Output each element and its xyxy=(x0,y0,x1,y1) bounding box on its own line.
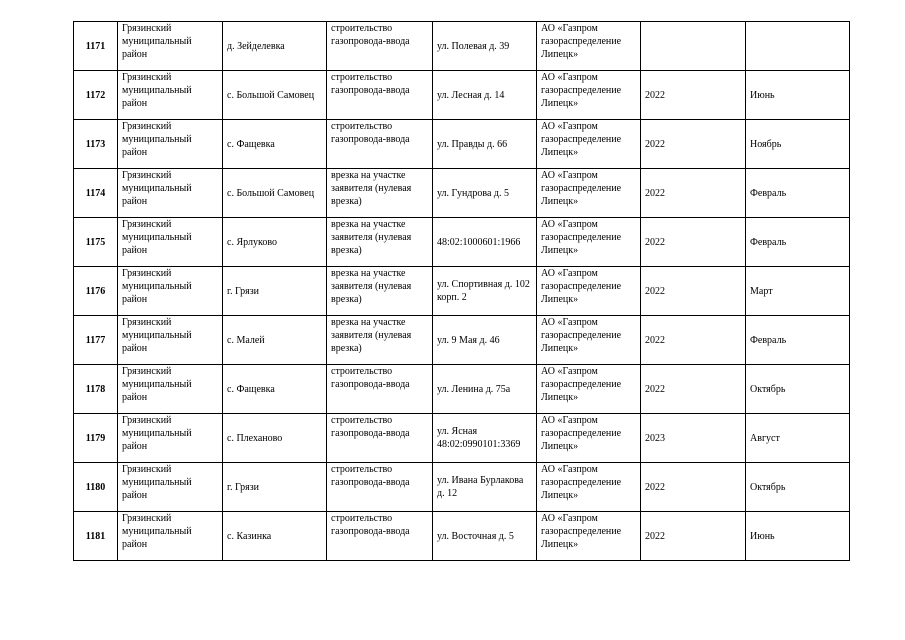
district-cell: Грязинский муниципальный район xyxy=(118,71,223,120)
month-cell: Март xyxy=(746,267,850,316)
address-cell: ул. Гундрова д. 5 xyxy=(433,169,537,218)
work-type-cell: врезка на участке заявителя (нулевая врезка) xyxy=(327,316,433,365)
table-row xyxy=(74,316,850,365)
work-type-cell: строительство газопровода-ввода xyxy=(327,463,433,512)
row-number: 1174 xyxy=(74,169,118,218)
year-cell: 2022 xyxy=(641,120,746,169)
year-cell xyxy=(641,22,746,71)
organization-cell: АО «Газпром газораспределение Липецк» xyxy=(537,316,641,365)
work-type-cell: строительство газопровода-ввода xyxy=(327,120,433,169)
month-cell: Июнь xyxy=(746,512,850,561)
settlement-cell: с. Ярлуково xyxy=(223,218,327,267)
year-cell: 2022 xyxy=(641,316,746,365)
month-cell: Февраль xyxy=(746,218,850,267)
settlement-cell: с. Фащевка xyxy=(223,365,327,414)
work-type-cell: строительство газопровода-ввода xyxy=(327,365,433,414)
year-cell: 2023 xyxy=(641,414,746,463)
month-cell: Ноябрь xyxy=(746,120,850,169)
organization-cell: АО «Газпром газораспределение Липецк» xyxy=(537,267,641,316)
table-row xyxy=(74,120,850,169)
year-cell: 2022 xyxy=(641,512,746,561)
year-cell: 2022 xyxy=(641,169,746,218)
district-cell: Грязинский муниципальный район xyxy=(118,22,223,71)
row-number: 1180 xyxy=(74,463,118,512)
address-cell: ул. Спортивная д. 102 корп. 2 xyxy=(433,267,537,316)
year-cell: 2022 xyxy=(641,218,746,267)
document-page xyxy=(73,21,849,561)
district-cell: Грязинский муниципальный район xyxy=(118,169,223,218)
year-cell: 2022 xyxy=(641,365,746,414)
settlement-cell: с. Плеханово xyxy=(223,414,327,463)
month-cell: Октябрь xyxy=(746,463,850,512)
year-cell: 2022 xyxy=(641,71,746,120)
work-type-cell: строительство газопровода-ввода xyxy=(327,512,433,561)
table-body xyxy=(74,22,850,561)
work-type-cell: строительство газопровода-ввода xyxy=(327,71,433,120)
month-cell: Февраль xyxy=(746,169,850,218)
row-number: 1177 xyxy=(74,316,118,365)
organization-cell: АО «Газпром газораспределение Липецк» xyxy=(537,414,641,463)
table-row xyxy=(74,218,850,267)
month-cell xyxy=(746,22,850,71)
address-cell: ул. Восточная д. 5 xyxy=(433,512,537,561)
work-type-cell: врезка на участке заявителя (нулевая врезка) xyxy=(327,267,433,316)
table-row xyxy=(74,71,850,120)
settlement-cell: с. Большой Самовец xyxy=(223,169,327,218)
table-row xyxy=(74,463,850,512)
year-cell: 2022 xyxy=(641,267,746,316)
settlement-cell: г. Грязи xyxy=(223,463,327,512)
row-number: 1176 xyxy=(74,267,118,316)
address-cell: ул. Ивана Бурлакова д. 12 xyxy=(433,463,537,512)
month-cell: Февраль xyxy=(746,316,850,365)
district-cell: Грязинский муниципальный район xyxy=(118,463,223,512)
settlement-cell: д. Зейделевка xyxy=(223,22,327,71)
district-cell: Грязинский муниципальный район xyxy=(118,218,223,267)
year-cell: 2022 xyxy=(641,463,746,512)
settlement-cell: г. Грязи xyxy=(223,267,327,316)
organization-cell: АО «Газпром газораспределение Липецк» xyxy=(537,22,641,71)
address-cell: ул. Ленина д. 75а xyxy=(433,365,537,414)
table-row xyxy=(74,414,850,463)
row-number: 1178 xyxy=(74,365,118,414)
address-cell: ул. Лесная д. 14 xyxy=(433,71,537,120)
organization-cell: АО «Газпром газораспределение Липецк» xyxy=(537,169,641,218)
organization-cell: АО «Газпром газораспределение Липецк» xyxy=(537,218,641,267)
organization-cell: АО «Газпром газораспределение Липецк» xyxy=(537,365,641,414)
settlement-cell: с. Казинка xyxy=(223,512,327,561)
table-row xyxy=(74,267,850,316)
work-type-cell: строительство газопровода-ввода xyxy=(327,414,433,463)
month-cell: Август xyxy=(746,414,850,463)
organization-cell: АО «Газпром газораспределение Липецк» xyxy=(537,71,641,120)
table-row xyxy=(74,365,850,414)
district-cell: Грязинский муниципальный район xyxy=(118,365,223,414)
gas-connection-table xyxy=(73,21,850,561)
district-cell: Грязинский муниципальный район xyxy=(118,512,223,561)
month-cell: Июнь xyxy=(746,71,850,120)
row-number: 1181 xyxy=(74,512,118,561)
table-row xyxy=(74,512,850,561)
work-type-cell: врезка на участке заявителя (нулевая врезка) xyxy=(327,218,433,267)
row-number: 1175 xyxy=(74,218,118,267)
settlement-cell: с. Большой Самовец xyxy=(223,71,327,120)
row-number: 1171 xyxy=(74,22,118,71)
address-cell: ул. Правды д. 66 xyxy=(433,120,537,169)
table-row xyxy=(74,22,850,71)
row-number: 1173 xyxy=(74,120,118,169)
address-cell: ул. Ясная 48:02:0990101:3369 xyxy=(433,414,537,463)
organization-cell: АО «Газпром газораспределение Липецк» xyxy=(537,463,641,512)
settlement-cell: с. Фащевка xyxy=(223,120,327,169)
organization-cell: АО «Газпром газораспределение Липецк» xyxy=(537,512,641,561)
month-cell: Октябрь xyxy=(746,365,850,414)
address-cell: ул. 9 Мая д. 46 xyxy=(433,316,537,365)
address-cell: 48:02:1000601:1966 xyxy=(433,218,537,267)
district-cell: Грязинский муниципальный район xyxy=(118,120,223,169)
table-row xyxy=(74,169,850,218)
address-cell: ул. Полевая д. 39 xyxy=(433,22,537,71)
work-type-cell: врезка на участке заявителя (нулевая врезка) xyxy=(327,169,433,218)
settlement-cell: с. Малей xyxy=(223,316,327,365)
organization-cell: АО «Газпром газораспределение Липецк» xyxy=(537,120,641,169)
district-cell: Грязинский муниципальный район xyxy=(118,414,223,463)
district-cell: Грязинский муниципальный район xyxy=(118,267,223,316)
work-type-cell: строительство газопровода-ввода xyxy=(327,22,433,71)
row-number: 1179 xyxy=(74,414,118,463)
district-cell: Грязинский муниципальный район xyxy=(118,316,223,365)
row-number: 1172 xyxy=(74,71,118,120)
